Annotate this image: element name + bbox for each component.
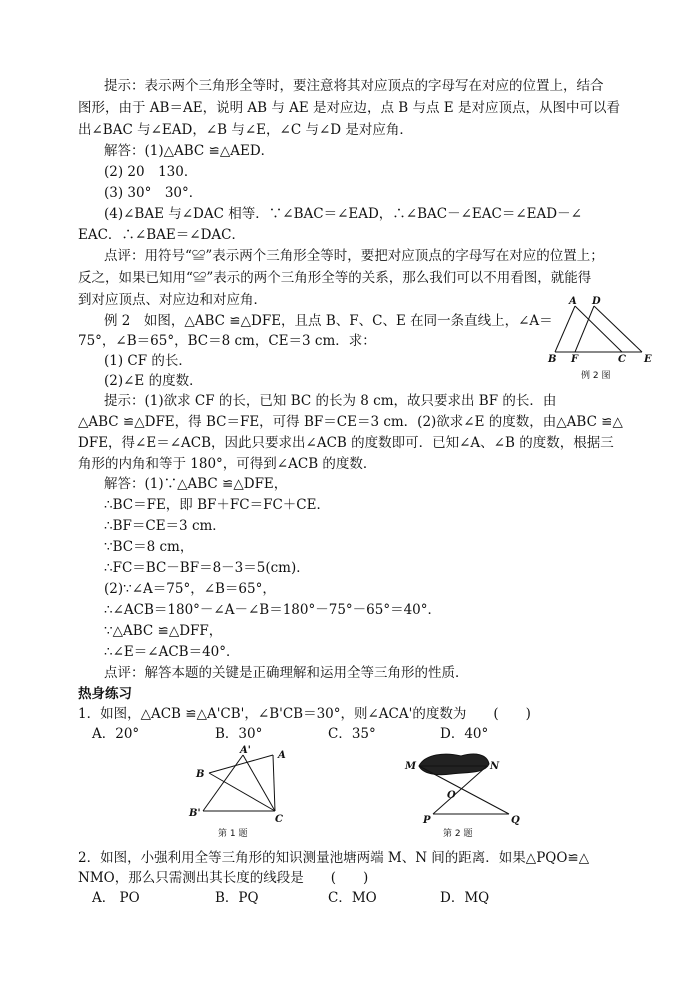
segment-ab	[555, 306, 575, 352]
label-p: P	[423, 815, 431, 826]
segment-df	[575, 306, 594, 352]
answer2-line-1: 解答：(1)∵△ABC ≌△DFE，	[104, 476, 288, 492]
segment-de	[594, 306, 642, 352]
answer-line-2: (2) 20 130．	[104, 164, 198, 180]
answer2-line-2: ∴BC＝FE，即 BF＋FC＝FC＋CE．	[104, 497, 330, 513]
q1-stem: 1．如图，△ACB ≌△A'CB'，∠B'CB＝30°，则∠ACA'的度数为 ( )	[78, 706, 531, 722]
segment-b-c	[209, 773, 275, 811]
answer2-line-4: ∵BC＝8 cm，	[104, 539, 194, 555]
q1-figure	[185, 745, 295, 845]
q1-option-d: D．40°	[440, 726, 489, 742]
segment-aprime-c	[243, 755, 275, 811]
q1-option-b: B．30°	[215, 726, 263, 742]
answer2-line-7: ∴∠ACB＝180°－∠A－∠B＝180°－75°－65°＝40°．	[104, 602, 442, 618]
answer2-line-8: ∵△ABC ≌△DFF，	[104, 623, 223, 639]
q1-caption: 第 1 题	[218, 829, 248, 839]
q2-option-c: C．MO	[328, 890, 377, 906]
comment-line-3: 到对应顶点、对应边和对应角．	[78, 292, 267, 308]
example2-line-1: 例 2 如图，△ABC ≌△DFE，且点 B、F、C、E 在同一条直线上，∠A＝	[104, 313, 553, 329]
q1-option-a: A．20°	[92, 726, 140, 742]
label-b: B	[196, 769, 205, 780]
example2-line-3: (1) CF 的长．	[104, 353, 192, 369]
hint2-line-4: 角形的内角和等于 180°，可得到∠ACB 的度数．	[78, 456, 377, 472]
answer-line-4: (4)∠BAE 与∠DAC 相等．∵∠BAC＝∠EAD，∴∠BAC－∠EAC＝∠EAD－∠	[104, 206, 582, 222]
hint-line-2: 图形，由于 AB＝AE，说明 AB 与 AE 是对应边，点 B 与点 E 是对应顶点，从图中可以看	[78, 100, 620, 116]
answer2-line-5: ∴FC＝BC－BF＝8－3＝5(cm)．	[104, 560, 310, 576]
answer-line-3: (3) 30° 30°．	[104, 185, 203, 201]
label-b: B	[548, 354, 557, 365]
answer-line-5: EAC．∴∠BAE＝∠DAC．	[78, 227, 245, 243]
label-n: N	[490, 761, 500, 772]
answer2-line-6: (2)∵∠A＝75°，∠B＝65°，	[104, 581, 276, 597]
label-f: F	[571, 354, 579, 365]
answer-line-1: 解答：(1)△ABC ≌△AED．	[104, 143, 275, 159]
q2-option-b: B．PQ	[215, 890, 259, 906]
comment-line-2: 反之，如果已知用“≌”表示的两个三角形全等的关系，那么我们可以不用看图，就能得	[78, 270, 592, 286]
q1-option-c: C．35°	[328, 726, 376, 742]
section-title: 热身练习	[78, 686, 132, 702]
segment-bprime-aprime	[203, 755, 243, 811]
label-a: A	[569, 296, 577, 307]
example2-line-4: (2)∠E 的度数．	[104, 373, 203, 389]
hint2-line-1: 提示：(1)欲求 CF 的长，已知 BC 的长为 8 cm，故只要求出 BF 的长．由	[104, 393, 557, 409]
hint2-line-2: △ABC ≌△DFE，得 BC＝FE，可得 BF＝CE＝3 cm．(2)欲求∠E 的度数，由△ABC ≌△	[78, 414, 623, 430]
example2-line-2: 75°，∠B＝65°，BC＝8 cm，CE＝3 cm．求：	[78, 333, 376, 349]
label-m: M	[405, 761, 417, 772]
answer2-line-9: ∴∠E＝∠ACB＝40°．	[104, 644, 240, 660]
label-c: C	[618, 354, 626, 365]
hint-line-3: 出∠BAC 与∠EAD，∠B 与∠E，∠C 与∠D 是对应角．	[78, 122, 413, 138]
label-q: Q	[511, 815, 520, 826]
segment-ac	[575, 306, 622, 352]
example2-caption: 例 2 图	[581, 371, 611, 381]
comment-line-1: 点评：用符号“≌”表示两个三角形全等时，要把对应顶点的字母写在对应的位置上；	[104, 248, 604, 264]
segment-a-c	[273, 755, 275, 811]
answer2-line-3: ∴BF＝CE＝3 cm．	[104, 518, 226, 534]
label-c: C	[275, 814, 283, 825]
q2-stem-line-1: 2．如图，小强利用全等三角形的知识测量池塘两端 M、N 间的距离．如果△PQO≌△	[78, 850, 590, 866]
comment2-line-1: 点评：解答本题的关键是正确理解和运用全等三角形的性质．	[104, 665, 469, 681]
label-e: E	[644, 354, 652, 365]
label-d: D	[592, 296, 601, 307]
q2-figure	[395, 748, 525, 844]
label-aprime: A'	[240, 745, 251, 756]
q2-option-a: A． PO	[92, 890, 140, 906]
hint2-line-3: DFE，得∠E＝∠ACB，因此只要求出∠ACB 的度数即可．已知∠A、∠B 的度数，根据三	[78, 435, 614, 451]
example2-figure	[540, 296, 660, 386]
label-o: O	[447, 790, 456, 801]
q2-option-d: D．MQ	[440, 890, 490, 906]
label-bprime: B'	[189, 808, 201, 819]
q2-caption: 第 2 题	[443, 829, 473, 839]
q2-stem-line-2: NMO，那么只需测出其长度的线段是 ( )	[78, 870, 369, 886]
hint-line-1: 提示：表示两个三角形全等时，要注意将其对应顶点的字母写在对应的位置上，结合	[104, 78, 604, 94]
label-a: A	[278, 750, 286, 761]
